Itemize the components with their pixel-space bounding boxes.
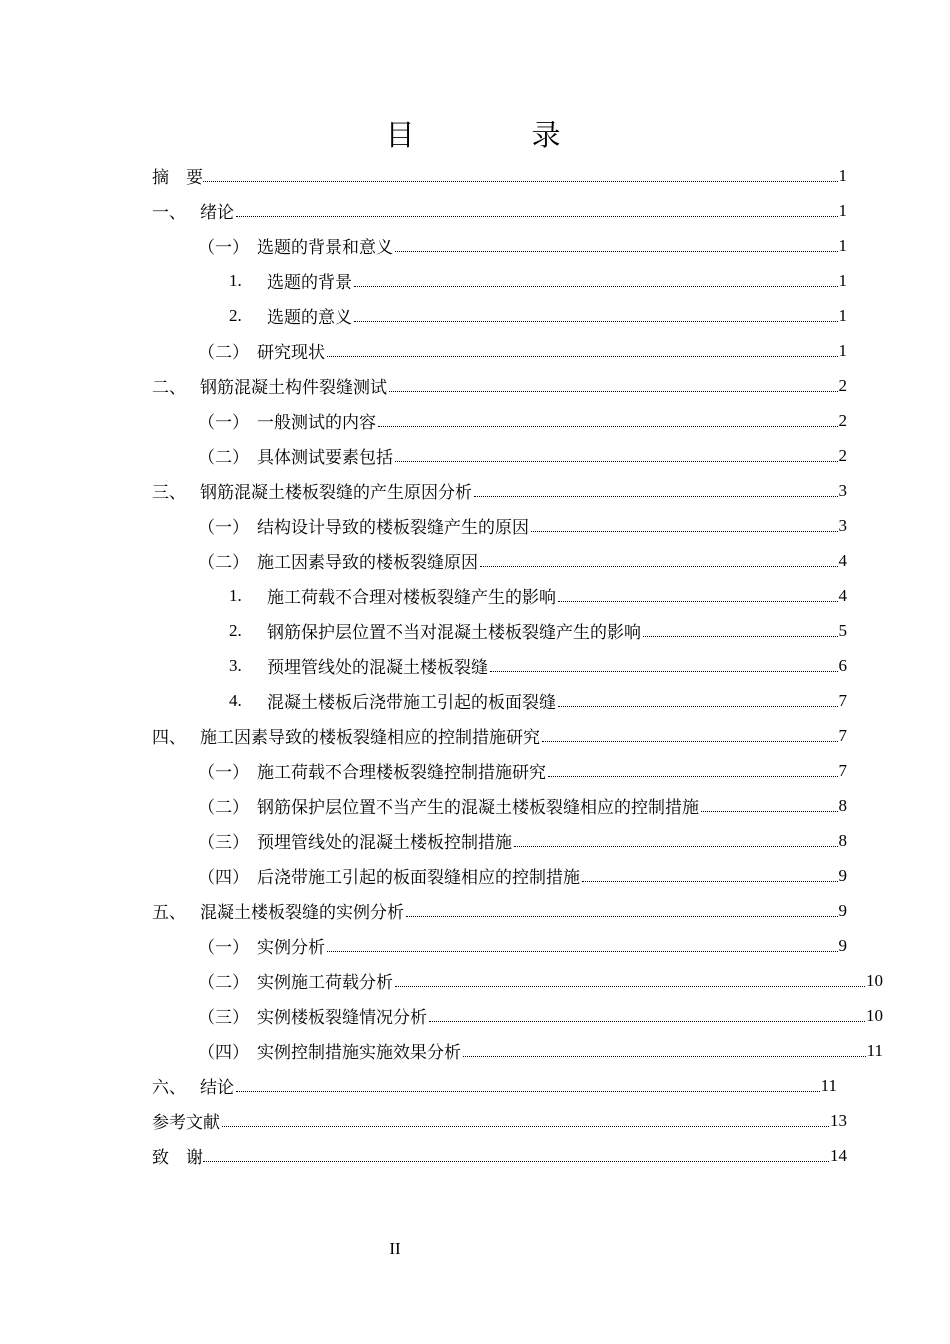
toc-entry[interactable] xyxy=(152,1138,847,1173)
toc-entry-title: 绪论 xyxy=(200,203,234,223)
toc-entry[interactable] xyxy=(152,298,847,333)
toc-entry[interactable] xyxy=(152,438,847,473)
dot-leader xyxy=(327,951,838,952)
page-title: 目 录 xyxy=(385,118,605,152)
toc-entry-title: 研究现状 xyxy=(257,343,325,363)
dot-leader xyxy=(490,671,838,672)
toc-entry-number: （一） xyxy=(198,238,249,258)
dot-leader xyxy=(701,811,838,812)
toc-entry-title: 预埋管线处的混凝土楼板裂缝 xyxy=(267,658,488,678)
toc-entry-title: 预埋管线处的混凝土楼板控制措施 xyxy=(257,833,512,853)
toc-entry-title: 选题的意义 xyxy=(267,308,352,328)
dot-leader xyxy=(480,566,838,567)
dot-leader xyxy=(531,531,838,532)
toc-entry-title: 实例控制措施实施效果分析 xyxy=(257,1043,461,1063)
toc-entry[interactable] xyxy=(152,578,847,613)
toc-entry[interactable] xyxy=(152,963,883,998)
toc-entry-title: 后浇带施工引起的板面裂缝相应的控制措施 xyxy=(257,868,580,888)
toc-entry-number: 3. xyxy=(229,655,242,675)
toc-entry-number: （三） xyxy=(198,1008,249,1028)
toc-entry-page: 9 xyxy=(838,865,847,885)
dot-leader xyxy=(643,636,838,637)
toc-entry-page: 3 xyxy=(838,480,847,500)
dot-leader xyxy=(429,1021,865,1022)
toc-entry[interactable] xyxy=(152,1068,837,1103)
toc-entry-number: （二） xyxy=(198,973,249,993)
toc-entry-number: 1. xyxy=(229,270,242,290)
toc-entry-number: （二） xyxy=(198,448,249,468)
toc-entry-title: 混凝土楼板后浇带施工引起的板面裂缝 xyxy=(267,693,556,713)
toc-entry-title: 钢筋保护层位置不当产生的混凝土楼板裂缝相应的控制措施 xyxy=(257,798,699,818)
toc-entry-number: 一、 xyxy=(152,203,186,223)
toc-entry[interactable] xyxy=(152,928,847,963)
toc-entry-page: 1 xyxy=(838,340,847,360)
toc-entry-page: 11 xyxy=(866,1040,883,1060)
toc-entry-title: 一般测试的内容 xyxy=(257,413,376,433)
toc-entry-title: 混凝土楼板裂缝的实例分析 xyxy=(200,903,404,923)
dot-leader xyxy=(236,1091,820,1092)
toc-entry[interactable] xyxy=(152,508,847,543)
toc-entry-page: 2 xyxy=(838,410,847,430)
toc-entry-page: 8 xyxy=(838,830,847,850)
toc-entry[interactable] xyxy=(152,158,847,193)
toc-entry-page: 1 xyxy=(838,165,847,185)
toc-entry[interactable] xyxy=(152,858,847,893)
toc-entry-number: （三） xyxy=(198,833,249,853)
toc-entry-title: 实例分析 xyxy=(257,938,325,958)
toc-entry[interactable] xyxy=(152,998,883,1033)
toc-entry-page: 9 xyxy=(838,900,847,920)
toc-entry-number: （四） xyxy=(198,868,249,888)
toc-entry-title: 实例施工荷载分析 xyxy=(257,973,393,993)
dot-leader xyxy=(395,986,865,987)
table-of-contents xyxy=(152,158,883,1173)
toc-entry-page: 6 xyxy=(838,655,847,675)
toc-entry-title: 施工因素导致的楼板裂缝相应的控制措施研究 xyxy=(200,728,540,748)
dot-leader xyxy=(327,356,838,357)
toc-entry-page: 9 xyxy=(838,935,847,955)
toc-entry-title: 实例楼板裂缝情况分析 xyxy=(257,1008,427,1028)
toc-entry-number: （一） xyxy=(198,413,249,433)
dot-leader xyxy=(548,776,838,777)
toc-entry-number: 二、 xyxy=(152,378,186,398)
toc-entry-number: （二） xyxy=(198,343,249,363)
toc-entry-page: 3 xyxy=(838,515,847,535)
toc-entry-page: 13 xyxy=(830,1110,847,1130)
toc-entry[interactable] xyxy=(152,1033,883,1068)
toc-entry-page: 11 xyxy=(820,1075,837,1095)
toc-entry[interactable] xyxy=(152,788,847,823)
toc-entry-page: 1 xyxy=(838,305,847,325)
dot-leader xyxy=(514,846,838,847)
toc-entry-number: 四、 xyxy=(152,728,186,748)
toc-entry-number: （二） xyxy=(198,798,249,818)
toc-entry-number: 六、 xyxy=(152,1078,186,1098)
toc-entry-title: 选题的背景和意义 xyxy=(257,238,393,258)
toc-entry-number: （二） xyxy=(198,553,249,573)
toc-entry-number: 2. xyxy=(229,620,242,640)
toc-entry[interactable] xyxy=(152,823,847,858)
dot-leader xyxy=(558,601,838,602)
toc-entry[interactable] xyxy=(152,648,847,683)
dot-leader xyxy=(378,426,838,427)
dot-leader xyxy=(203,181,838,182)
toc-entry-number: （一） xyxy=(198,518,249,538)
toc-entry-title: 钢筋混凝土楼板裂缝的产生原因分析 xyxy=(200,483,472,503)
toc-entry-page: 10 xyxy=(866,1005,883,1025)
toc-entry-page: 2 xyxy=(838,375,847,395)
toc-entry-number: （一） xyxy=(198,938,249,958)
toc-entry-title: 结构设计导致的楼板裂缝产生的原因 xyxy=(257,518,529,538)
dot-leader xyxy=(474,496,838,497)
toc-entry-title: 钢筋保护层位置不当对混凝土楼板裂缝产生的影响 xyxy=(267,623,641,643)
toc-entry-page: 1 xyxy=(838,200,847,220)
toc-entry-title: 钢筋混凝土构件裂缝测试 xyxy=(200,378,387,398)
dot-leader xyxy=(203,1161,829,1162)
toc-entry[interactable] xyxy=(152,683,847,718)
toc-entry-title: 施工因素导致的楼板裂缝原因 xyxy=(257,553,478,573)
dot-leader xyxy=(463,1056,866,1057)
toc-entry-title: 施工荷载不合理楼板裂缝控制措施研究 xyxy=(257,763,546,783)
toc-entry[interactable] xyxy=(152,718,847,753)
toc-entry[interactable] xyxy=(152,403,847,438)
dot-leader xyxy=(354,286,838,287)
toc-entry-number: 4. xyxy=(229,690,242,710)
toc-entry-title: 结论 xyxy=(200,1078,234,1098)
toc-entry-title: 施工荷载不合理对楼板裂缝产生的影响 xyxy=(267,588,556,608)
toc-entry[interactable] xyxy=(152,613,847,648)
toc-entry[interactable] xyxy=(152,228,847,263)
toc-entry-number: 2. xyxy=(229,305,242,325)
dot-leader xyxy=(406,916,838,917)
toc-entry[interactable] xyxy=(152,473,847,508)
dot-leader xyxy=(222,1126,829,1127)
toc-entry-title: 具体测试要素包括 xyxy=(257,448,393,468)
toc-entry-page: 1 xyxy=(838,235,847,255)
dot-leader xyxy=(236,216,838,217)
dot-leader xyxy=(582,881,838,882)
page-number: II xyxy=(389,1239,401,1258)
toc-entry-number: 摘 要 xyxy=(152,168,203,188)
toc-entry[interactable] xyxy=(152,333,847,368)
toc-entry-page: 7 xyxy=(838,760,847,780)
toc-entry-page: 4 xyxy=(838,585,847,605)
toc-entry-page: 7 xyxy=(838,725,847,745)
toc-entry[interactable] xyxy=(152,263,847,298)
dot-leader xyxy=(395,461,838,462)
toc-entry[interactable] xyxy=(152,193,847,228)
toc-entry-page: 8 xyxy=(838,795,847,815)
dot-leader xyxy=(395,251,838,252)
toc-entry[interactable] xyxy=(152,1103,847,1138)
toc-entry-number: 1. xyxy=(229,585,242,605)
toc-entry-page: 10 xyxy=(866,970,883,990)
dot-leader xyxy=(542,741,838,742)
toc-entry[interactable] xyxy=(152,543,847,578)
toc-entry[interactable] xyxy=(152,368,847,403)
toc-entry-page: 4 xyxy=(838,550,847,570)
toc-entry[interactable] xyxy=(152,753,847,788)
toc-entry-number: 致 谢 xyxy=(152,1148,203,1168)
toc-entry-page: 1 xyxy=(838,270,847,290)
toc-entry-page: 2 xyxy=(838,445,847,465)
toc-entry-title: 选题的背景 xyxy=(267,273,352,293)
toc-entry-number: （四） xyxy=(198,1043,249,1063)
toc-entry-page: 5 xyxy=(838,620,847,640)
dot-leader xyxy=(354,321,838,322)
toc-entry-number: （一） xyxy=(198,763,249,783)
dot-leader xyxy=(558,706,838,707)
toc-entry-number: 五、 xyxy=(152,903,186,923)
dot-leader xyxy=(389,391,838,392)
toc-entry-page: 7 xyxy=(838,690,847,710)
toc-entry-title: 参考文献 xyxy=(152,1113,220,1133)
toc-entry-number: 三、 xyxy=(152,483,186,503)
toc-entry[interactable] xyxy=(152,893,847,928)
toc-entry-page: 14 xyxy=(830,1145,847,1165)
